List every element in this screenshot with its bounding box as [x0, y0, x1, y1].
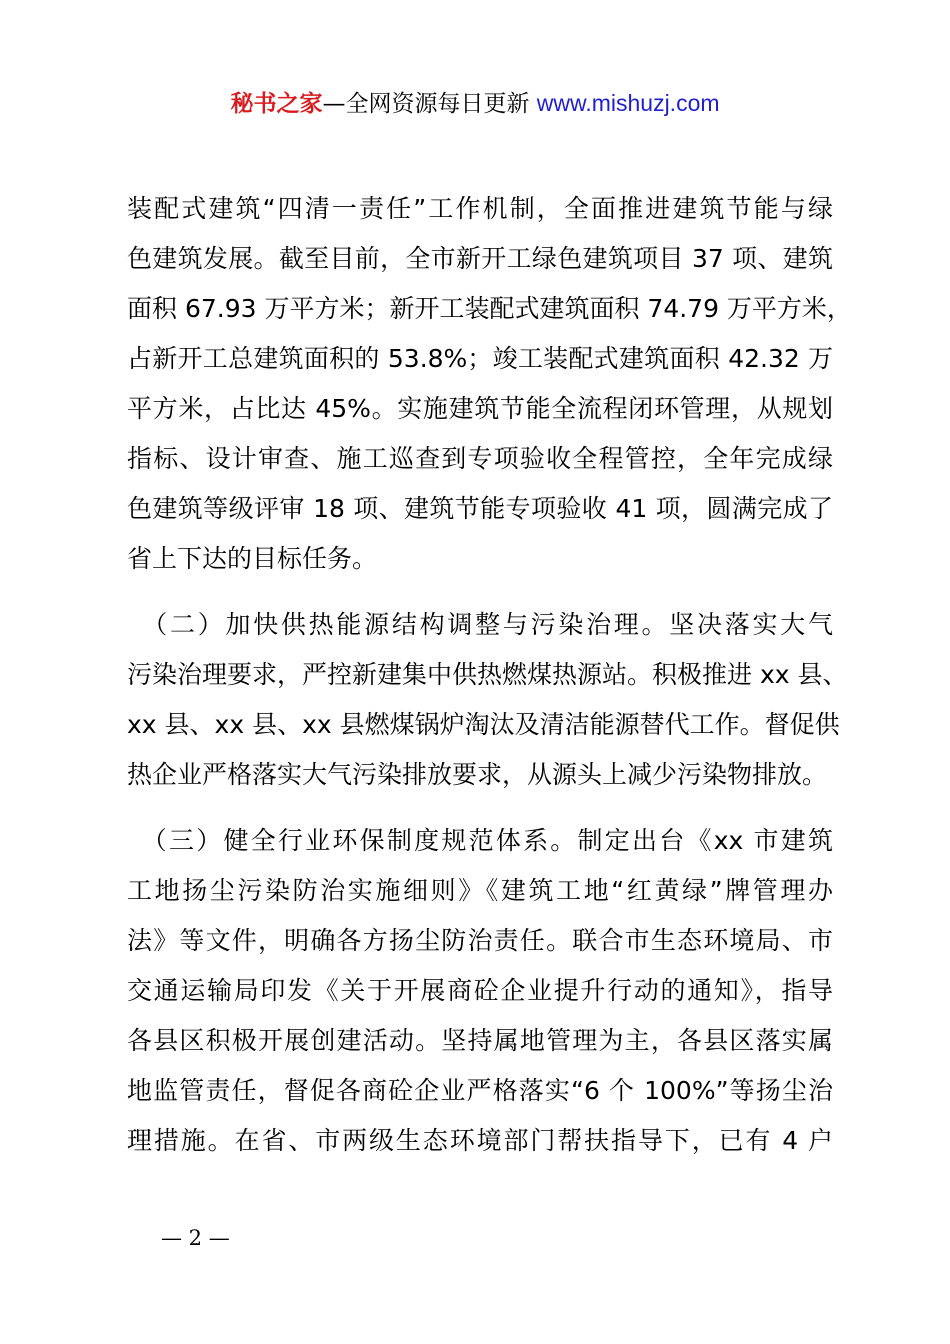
text-line: 面积 67.93 万平方米；新开工装配式建筑面积 74.79 万平方米，	[127, 294, 852, 323]
paragraph-1	[127, 184, 852, 584]
paragraph-2	[127, 600, 848, 800]
text-line: 装配式建筑“四清一责任”工作机制，全面推进建筑节能与绿	[127, 194, 833, 223]
text-line: （二）加快供热能源结构调整与污染治理。坚决落实大气	[127, 610, 833, 639]
text-line: 色建筑发展。截至目前，全市新开工绿色建筑项目 37 项、建筑	[127, 244, 833, 273]
text-line: 交通运输局印发《关于开展商砼企业提升行动的通知》，指导	[127, 976, 833, 1005]
text-line: 平方米，占比达 45%。实施建筑节能全流程闭环管理，从规划	[127, 394, 833, 423]
page-header	[0, 86, 950, 121]
brand-name: 秘书之家	[230, 91, 323, 117]
text-line: 法》等文件，明确各方扬尘防治责任。联合市生态环境局、市	[127, 926, 833, 955]
paragraph-gap	[127, 800, 833, 816]
document-body	[127, 184, 852, 1166]
text-line: 理措施。在省、市两级生态环境部门帮扶指导下，已有 4 户	[127, 1126, 833, 1155]
page-number: — 2 —	[161, 1226, 230, 1250]
text-line: 占新开工总建筑面积的 53.8%；竣工装配式建筑面积 42.32 万	[127, 344, 833, 373]
header-url[interactable]: www.mishuzj.com	[536, 90, 720, 116]
text-line: 各县区积极开展创建活动。坚持属地管理为主，各县区落实属	[127, 1026, 833, 1055]
header-tagline: 全网资源每日更新	[345, 91, 530, 117]
text-line: 指标、设计审查、施工巡查到专项验收全程管控，全年完成绿	[127, 444, 833, 473]
text-line: 工地扬尘污染防治实施细则》《建筑工地“红黄绿”牌管理办	[127, 876, 833, 905]
text-line: xx 县、xx 县、xx 县燃煤锅炉淘汰及清洁能源替代工作。督促供	[127, 710, 840, 739]
text-line: 省上下达的目标任务。	[127, 544, 378, 573]
text-line: 色建筑等级评审 18 项、建筑节能专项验收 41 项，圆满完成了	[127, 494, 833, 523]
paragraph-gap	[127, 584, 833, 600]
text-line: 污染治理要求，严控新建集中供热燃煤热源站。积极推进 xx 县、	[127, 660, 848, 689]
text-line: 热企业严格落实大气污染排放要求，从源头上减少污染物排放。	[127, 760, 828, 789]
text-line: （三）健全行业环保制度规范体系。制定出台《xx 市建筑	[127, 826, 833, 855]
paragraph-3	[127, 816, 833, 1166]
header-dash: —	[322, 91, 346, 117]
text-line: 地监管责任，督促各商砼企业严格落实“6 个 100%”等扬尘治	[127, 1076, 833, 1105]
